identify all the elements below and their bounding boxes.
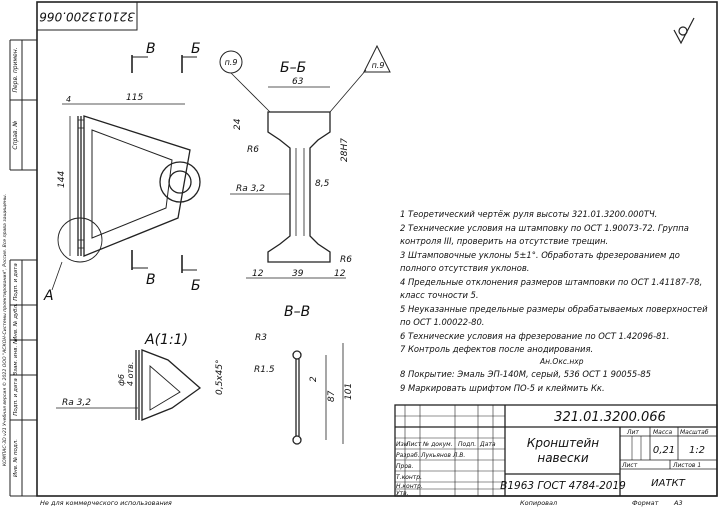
- side-label-invpodl: Инв. № подл.: [13, 439, 19, 477]
- side-label-sprav: Справ. №: [12, 120, 19, 150]
- tb-nkontr: Н.контр.: [396, 483, 423, 490]
- mass-value: 0,21: [652, 445, 676, 456]
- doc-number-rotated: 321013200.066: [39, 9, 135, 24]
- note-line: класс точности 5.: [400, 290, 479, 300]
- scale-value: 1:2: [688, 445, 706, 456]
- side-label-invdubl: Инв. № дубл.: [13, 303, 19, 341]
- tb-izm: Изм: [396, 441, 409, 448]
- dim-12a: 12: [252, 269, 264, 279]
- dim-ra32a: Ra 3,2: [236, 184, 265, 194]
- tb-scale-label: Масштаб: [680, 429, 709, 436]
- note-line: 2 Технические условия на штамповку по ОСТ 1.90073-72. Группа: [400, 223, 689, 233]
- dim-12b: 12: [334, 269, 346, 279]
- note-line: 8 Покрытие: Эмаль ЭП-140М, серый, 536 ОСТ 1 90055-85: [400, 369, 651, 379]
- not-commercial: Не для коммерческого использования: [40, 499, 172, 507]
- tb-list: Лист: [406, 441, 422, 448]
- tb-tkontr: Т.контр.: [396, 474, 423, 481]
- tb-utv: Утв.: [396, 490, 409, 497]
- dim-4: 4: [66, 95, 72, 104]
- side-license: КОМПАС-3D v21 Учебная версия © 2022 ООО "АСКОН-Системы проектирования", Россия. Все права защищены.: [3, 193, 8, 467]
- stamp-number: 321.01.3200.066: [554, 410, 666, 425]
- callout-a: А: [44, 288, 54, 304]
- note-line: по ОСТ 1.00022-80.: [400, 317, 485, 327]
- section-bb-title: Б–Б: [280, 60, 307, 76]
- material: В1963 ГОСТ 4784-2019: [500, 480, 626, 492]
- tb-data: Дата: [480, 441, 496, 448]
- note-line: 4 Предельные отклонения размеров штамповки по ОСТ 1.41187-78,: [400, 277, 703, 287]
- title-line-2: навески: [537, 451, 589, 465]
- note-line: 5 Неуказанные предельные размеры обрабатываемых поверхностей: [400, 304, 708, 314]
- label-bb-top: Б: [191, 41, 201, 57]
- dim-28h7: 28Н7: [340, 138, 350, 162]
- note-line: 6 Технические условия на фрезерование по ОСТ 1.42096-81.: [400, 331, 670, 341]
- note-line: Ан.Окс.нхр: [540, 357, 584, 366]
- tb-sheet-label: Лист: [622, 462, 638, 469]
- dim-phi6: ф6: [117, 374, 126, 386]
- dim-r15: R1.5: [254, 365, 275, 375]
- dim-r3: R3: [255, 333, 267, 343]
- label-bb-bot: Б: [191, 278, 201, 294]
- dim-r6b: R6: [340, 255, 352, 265]
- section-vv-title: В–В: [284, 304, 311, 320]
- dim-115: 115: [126, 93, 144, 103]
- title-line-1: Кронштейн: [526, 436, 600, 450]
- dim-8-5: 8,5: [315, 179, 330, 189]
- dim-otv: 4 отв.: [126, 361, 135, 386]
- dim-r6a: R6: [247, 145, 259, 155]
- roughness-general-icon: [674, 18, 694, 43]
- note-line: 3 Штамповочные уклоны 5±1°. Обработать фрезерованием до: [400, 250, 680, 260]
- tb-prov: Пров.: [396, 463, 414, 470]
- tb-lit-label: Лит: [627, 429, 639, 436]
- format-label: Формат: [632, 499, 659, 507]
- dim-39: 39: [292, 269, 304, 279]
- note-line: 1 Теоретический чертёж руля высоты 321.01.3200.000ТЧ.: [400, 209, 658, 219]
- tb-razrab: Разраб.: [396, 452, 420, 459]
- dim-2: 2: [309, 376, 319, 382]
- note-line: 9 Маркировать шрифтом ПО-5 и клеймить Кк.: [400, 383, 605, 393]
- label-b-top: В: [146, 41, 156, 57]
- p9-right: п.9: [371, 61, 385, 70]
- technical-notes: [400, 209, 708, 393]
- dim-chamfer: 0,5х45°: [215, 359, 225, 395]
- tb-razrab-name: Лукьянов Л.В.: [421, 452, 466, 459]
- section-vv: [293, 351, 301, 444]
- p9-left: п.9: [224, 58, 238, 67]
- dim-101: 101: [344, 382, 354, 400]
- note-line: 7 Контроль дефектов после анодирования.: [400, 344, 594, 354]
- label-b-bot: В: [146, 272, 156, 288]
- side-label-perv: Перв. примен.: [12, 47, 19, 93]
- dim-87: 87: [327, 390, 337, 402]
- note-line: полного отсутствия уклонов.: [400, 263, 530, 273]
- dim-ra32b: Ra 3,2: [62, 398, 91, 408]
- copied-label: Копировал: [520, 499, 558, 507]
- dim-24: 24: [233, 118, 243, 130]
- side-label-podp1: Подп. и дата: [13, 263, 19, 301]
- side-label-vzam: Взам. инв. №: [13, 338, 19, 376]
- tb-podp: Подп.: [458, 441, 477, 448]
- tb-ndoc: № докум.: [423, 441, 453, 448]
- note-line: контроля III, проверить на отсутствие трещин.: [400, 236, 609, 246]
- side-label-podp2: Подп. и дата: [13, 378, 19, 416]
- main-view: [58, 116, 200, 262]
- detail-title: А(1:1): [145, 332, 189, 348]
- format-value: А3: [674, 499, 683, 507]
- org: ИАТКТ: [651, 478, 685, 489]
- dim-144: 144: [57, 170, 67, 188]
- dim-63: 63: [292, 77, 304, 87]
- tb-mass-label: Масса: [653, 429, 673, 436]
- detail-view: [136, 350, 200, 420]
- tb-sheets-label: Листов 1: [673, 462, 702, 469]
